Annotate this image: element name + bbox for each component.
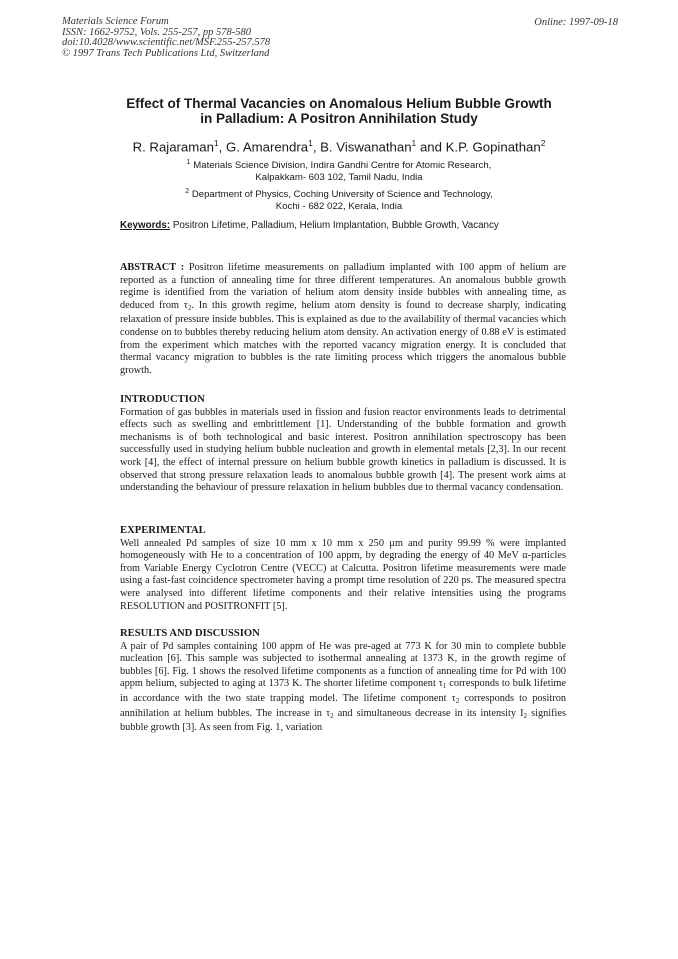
title-line-2: in Palladium: A Positron Annihilation Study (200, 111, 478, 126)
subscript: 2 (455, 696, 460, 705)
results-section (120, 628, 566, 735)
affiliation-line: Materials Science Division, Indira Gandhi Centre for Atomic Research, (193, 160, 492, 172)
affiliation-line: Kochi - 682 022, Kerala, India (275, 200, 403, 212)
subscript: 2 (187, 303, 192, 312)
section-text: Formation of gas bubbles in materials used in fission and fusion reactor environments leads to detrimental effects such as swelling and embrittlement [1]. Understanding of the bubble formation and growth mechanisms is of both technological and basic interest. Positron annihilation spectroscopy has been successfully used in studying helium bubble nucleation and growth in elemental metals [2,3]. In our recent work [4], the effect of internal pressure on helium bubble growth kinetics in palladium is discussed. It is observed that strong pressure relaxation leads to anomalous bubble growth [4]. The present work aims at understanding the behaviour of pressure relaxation in helium bubbles due to thermal vacancy condensation. (120, 406, 566, 494)
author-separator: , (218, 139, 226, 155)
abstract-text: Positron lifetime measurements on palladium implanted with 100 appm of helium are reported as a function of annealing time for three different temperatures. An anomalous bubble growth regime is identified from the variation of helium atom density inside bubbles with annealing time, as deduced from τ (120, 262, 566, 311)
abstract-section (120, 262, 566, 377)
affiliation-number: 2 (185, 188, 190, 195)
paper-title (60, 96, 618, 126)
introduction-section (120, 394, 566, 495)
affiliation-2 (60, 186, 618, 212)
issn-line: ISSN: 1662-9752, Vols. 255-257, pp 578-580 (62, 26, 251, 38)
author-affiliation-mark: 1 (213, 138, 219, 148)
section-heading: RESULTS AND DISCUSSION (120, 628, 260, 639)
keywords-label: Keywords: (120, 220, 171, 231)
author-separator: , (312, 139, 321, 155)
author-list (60, 138, 618, 154)
author-affiliation-mark: 2 (540, 138, 546, 148)
subscript: 2 (523, 711, 528, 720)
author-affiliation-mark: 1 (308, 138, 313, 148)
title-line-1: Effect of Thermal Vacancies on Anomalous Helium Bubble Growth (126, 96, 552, 111)
section-text: corresponds to positron annihilation at helium bubbles. The increase in τ (120, 692, 566, 719)
subscript: 1 (442, 682, 447, 691)
experimental-section (120, 525, 566, 613)
section-heading: EXPERIMENTAL (120, 525, 206, 536)
affiliation-line: Department of Physics, Coching University of Science and Technology, (191, 189, 493, 201)
copyright-line: © 1997 Trans Tech Publications Ltd, Switzerland (62, 47, 270, 59)
section-text: A pair of Pd samples containing 100 appm of He was pre-aged at 773 K for 30 min to complete bubble nucleation [6]. This sample was subjected to isothermal annealing at 1373 K, in the growth regime of bubbles [6]. Fig. 1 shows the resolved lifetime components as a function of annealing time for Pd with 100 appm helium, subjected to aging at 1373 K. The shorter lifetime component τ (120, 640, 566, 690)
abstract-text: . In this growth regime, helium atom density is found to decrease sharply, indicating relaxation of pressure inside bubbles. This is explained as due to the availability of thermal vacancies which condense on to bubbles thereby reducing helium atom density. An activation energy of 0.88 eV is estimated from the experiment which matches with the reported vacancy migration energy. It is concluded that thermal vacancy migration to bubbles is the rate limiting process which triggers the anomalous bubble growth. (120, 299, 566, 376)
subscript: 2 (330, 711, 334, 720)
section-text: and simultaneous decrease in its intensity I (333, 707, 524, 719)
affiliation-number: 1 (186, 159, 191, 166)
journal-header (62, 17, 270, 59)
journal-name: Materials Science Forum (62, 16, 169, 27)
doi-link[interactable]: doi:10.4028/www.scientific.net/MSF.255-257.578 (62, 37, 271, 49)
affiliation-1 (60, 157, 618, 183)
section-text: signifies bubble growth [3]. As seen from Fig. 1, variation (120, 707, 566, 734)
author-name: R. Rajaraman (132, 139, 214, 155)
author-separator: and (416, 139, 446, 155)
author-name: B. Viswanathan (320, 139, 412, 155)
author-name: G. Amarendra (225, 139, 309, 155)
keywords-text: Positron Lifetime, Palladium, Helium Implantation, Bubble Growth, Vacancy (170, 220, 499, 231)
section-text: corresponds to bulk lifetime in accordance with the two state trapping model. The lifetime component τ (120, 678, 567, 704)
online-date: Online: 1997-09-18 (534, 17, 618, 28)
section-heading: INTRODUCTION (120, 394, 205, 405)
author-affiliation-mark: 1 (411, 138, 417, 148)
affiliation-line: Kalpakkam- 603 102, Tamil Nadu, India (255, 171, 423, 183)
author-name: K.P. Gopinathan (445, 139, 541, 155)
abstract-label: ABSTRACT : (120, 262, 185, 273)
keywords (120, 220, 499, 231)
section-text: Well annealed Pd samples of size 10 mm x 10 mm x 250 µm and purity 99.99 % were implanted homogeneously with He to a concentration of 100 appm, by degrading the energy of 40 MeV α-particles from Variable Energy Cyclotron Centre (VECC) at Calcutta. Positron lifetime measurements were made using a fast-fast coincidence spectrometer having a prompt time resolution of 220 ps. The measured spectra were analysed into different lifetime components and their relative intensities using the programs RESOLUTION and POSITRONFIT [5]. (120, 537, 566, 612)
